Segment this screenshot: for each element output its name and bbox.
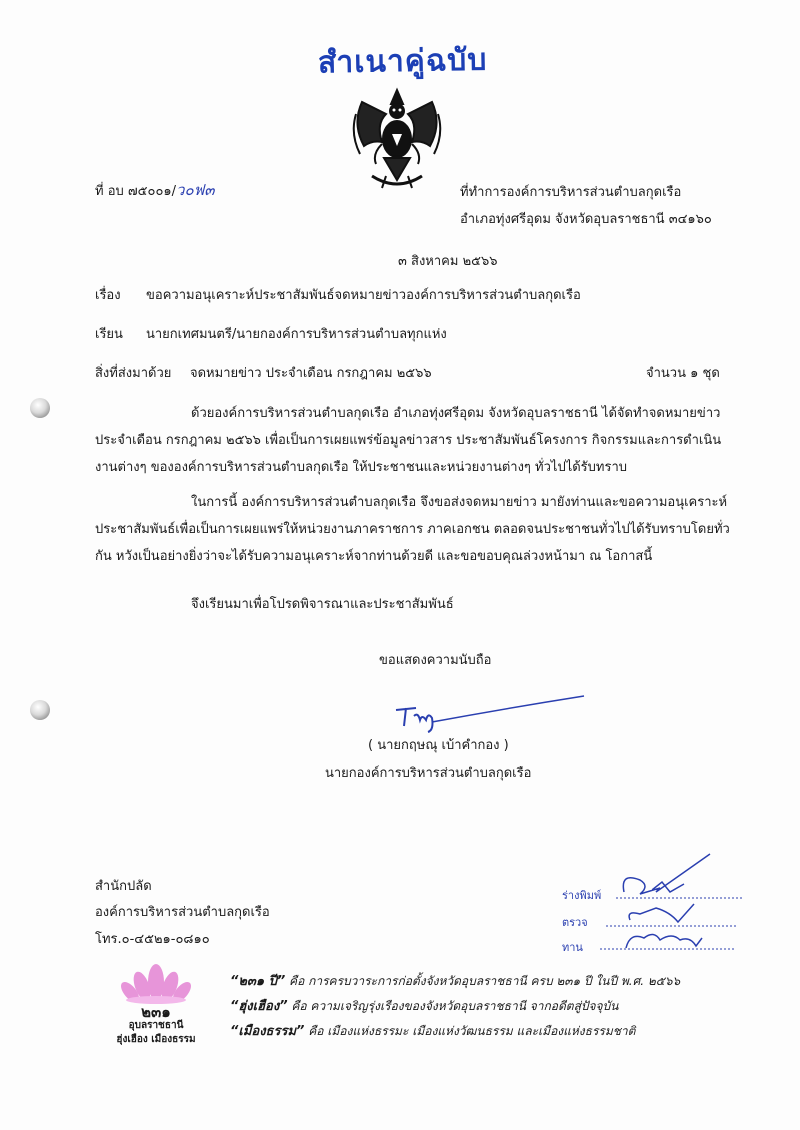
garuda-emblem-icon <box>342 84 452 194</box>
contact-phone: โทร.๐-๔๕๒๑-๐๘๑๐ <box>95 932 210 947</box>
subject-text: ขอความอนุเคราะห์ประชาสัมพันธ์จดหมายข่าวองค์การบริหารส่วนตำบลกุดเรือ <box>146 288 581 303</box>
subject-label: เรื่อง <box>95 288 121 303</box>
initials-typed-label: ร่างพิมพ์ <box>562 889 602 902</box>
initials-block <box>560 852 750 952</box>
body-paragraph-3: จึงเรียนมาเพื่อโปรดพิจารณาและประชาสัมพันธ์ <box>191 597 454 612</box>
logo-line1: อุบลราชธานี <box>128 1020 184 1031</box>
body-paragraph-1-text: ด้วยองค์การบริหารส่วนตำบลกุดเรือ อำเภอทุ่งศรีอุดม จังหวัดอุบลราชธานี ได้จัดทำจดหมายข่าว ประจำเดือน กรกฎาคม ๒๕๖๖ เพื่อเป็นการเผยแพร่ข้อมูลข่าวสาร ประชาสัมพันธ์โครงการ กิจกรรมและการดำเนินงานต่างๆ ขององค์การบริหารส่วนตำบลกุดเรือ ให้ประชาชนและหน่วยงานต่างๆ ทั่วไปได้รับทราบ <box>95 406 722 475</box>
initials-checked-label: ตรวจ <box>562 916 588 929</box>
signer-title: นายกองค์การบริหารส่วนตำบลกุดเรือ <box>325 766 532 781</box>
footer-line-2-em: “ฮุ่งเฮือง” <box>230 999 288 1014</box>
footer-line-3 <box>230 1022 635 1041</box>
reference-prefix: ที่ อบ ๗๕๐๐๑/ <box>95 184 177 199</box>
footer-line-2 <box>230 997 618 1016</box>
recipient-label: เรียน <box>95 327 123 342</box>
reference-handwritten: ว๐ฟ๓ <box>176 181 215 199</box>
body-paragraph-1 <box>95 400 731 481</box>
lotus-icon <box>108 960 204 1004</box>
footer-line-1-em: “๒๓๑ ปี” <box>230 974 286 989</box>
logo-line2: ฮุ่งเฮือง เมืองธรรม <box>116 1034 196 1045</box>
copy-stamp: สำเนาคู่ฉบับ <box>317 42 488 81</box>
org-address-line1: ที่ทำการองค์การบริหารส่วนตำบลกุดเรือ <box>460 185 682 200</box>
footer-line-3-text: คือ เมืองแห่งธรรมะ เมืองแห่งวัฒนธรรม และเมืองแห่งธรรมชาติ <box>304 1024 636 1038</box>
footer-line-3-em: “เมืองธรรม” <box>230 1024 305 1039</box>
reference-number <box>95 181 214 201</box>
contact-org: องค์การบริหารส่วนตำบลกุดเรือ <box>95 905 270 920</box>
body-paragraph-2 <box>95 489 731 570</box>
enclosure-label: สิ่งที่ส่งมาด้วย <box>95 366 172 381</box>
signer-name: ( นายกฤษณุ เบ้าคำกอง ) <box>368 738 509 753</box>
closing: ขอแสดงความนับถือ <box>379 653 492 668</box>
footer-line-1 <box>230 972 680 991</box>
letter-date: ๓ สิงหาคม ๒๕๖๖ <box>398 254 498 269</box>
recipient-text: นายกเทศมนตรี/นายกองค์การบริหารส่วนตำบลทุกแห่ง <box>146 327 447 342</box>
signature-icon <box>388 690 588 734</box>
enclosure-quantity: จำนวน ๑ ชุด <box>646 366 720 381</box>
punch-hole-top <box>30 398 50 418</box>
footer-line-2-text: คือ ความเจริญรุ่งเรืองของจังหวัดอุบลราชธานี จากอดีตสู่ปัจจุบัน <box>287 999 619 1013</box>
org-address-line2: อำเภอทุ่งศรีอุดม จังหวัดอุบลราชธานี ๓๔๑๖๐ <box>460 212 712 227</box>
punch-hole-bottom <box>30 700 50 720</box>
body-paragraph-2-text: ในการนี้ องค์การบริหารส่วนตำบลกุดเรือ จึงขอส่งจดหมายข่าว มายังท่านและขอความอนุเคราะห์ประชาสัมพันธ์เพื่อเป็นการเผยแพร่ให้หน่วยงานภาคราชการ ภาคเอกชน ตลอดจนประชาชนทั่วไปได้รับทราบโดยทั่วกัน หวังเป็นอย่างยิ่งว่าจะได้รับความอนุเคราะห์จากท่านด้วยดี และขอขอบคุณล่วงหน้ามา ณ โอกาสนี้ <box>95 495 730 564</box>
initials-approved-label: ทาน <box>562 941 583 954</box>
footer-line-1-text: คือ การครบวาระการก่อตั้งจังหวัดอุบลราชธานี ครบ ๒๓๑ ปี ในปี พ.ศ. ๒๕๖๖ <box>285 974 681 988</box>
enclosure-text: จดหมายข่าว ประจำเดือน กรกฎาคม ๒๕๖๖ <box>190 366 432 381</box>
ubon-231-logo <box>108 960 204 1045</box>
contact-office: สำนักปลัด <box>95 879 152 894</box>
logo-number: ๒๓๑ <box>141 1003 171 1021</box>
